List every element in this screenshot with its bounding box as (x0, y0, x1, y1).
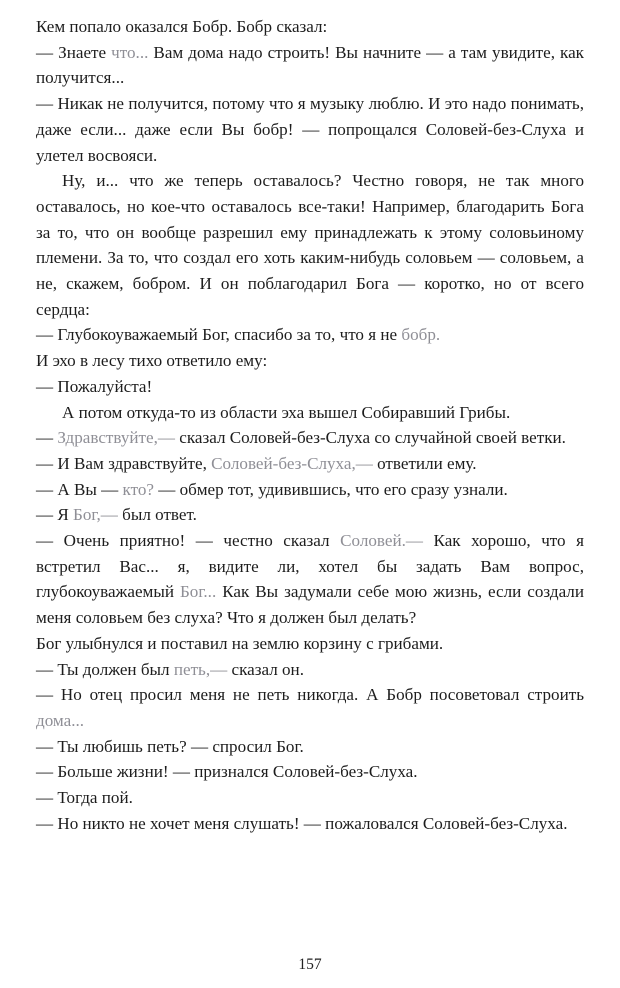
paragraph (36, 348, 584, 374)
text-run: А потом откуда-то из области эха вышел Собиравший Грибы. (62, 402, 511, 422)
highlighted-phrase: Соловей.— (340, 531, 423, 551)
paragraph (36, 734, 584, 760)
highlighted-phrase: Бог,— (73, 505, 118, 525)
text-run: Кем попало оказался Бобр. Бобр сказал: (36, 17, 328, 36)
text-run: — Ты любишь петь? — спросил Бог. (36, 736, 304, 756)
paragraph (36, 91, 584, 168)
text-run: — И Вам здравствуйте, (36, 453, 212, 473)
paragraph (36, 785, 584, 811)
paragraph (36, 631, 584, 657)
text-run: Как Вы задумали себе мою жизнь, если создали меня соловьем без слуха? Что я должен был делать? (36, 582, 584, 628)
text-run: — Больше жизни! — признался Соловей-без-Слуха. (36, 762, 418, 782)
highlighted-phrase: бобр. (401, 325, 441, 345)
text-run: Бог улыбнулся и поставил на землю корзину с грибами. (36, 633, 444, 653)
text-run: — обмер тот, удивившись, что его сразу узнали. (153, 479, 508, 499)
text-run: сказал Соловей-без-Слуха со случайной своей ветки. (174, 428, 566, 448)
text-run: — Тогда пой. (36, 788, 133, 808)
paragraph (36, 502, 584, 528)
text-run: Ну, и... что же теперь оставалось? Честно говоря, не так много оставалось, но кое-что оставалось все-таки! Например, благодарить Бога за то, что он вообще разрешил ему принадлежать к этому соловьиному племени. За то, что создал его хоть каким-нибудь соловьем — соловьем, а не, скажем, бобром. И он поблагодарил Бога — коротко, но от всего сердца: (36, 171, 584, 319)
highlighted-phrase: дома... (36, 710, 85, 730)
text-run: — Никак не получится, потому что я музыку люблю. И это надо понимать, даже если... даже если Вы бобр! — попрощался Соловей-без-Слуха и улетел восвояси. (36, 94, 584, 165)
text-run: Как хорошо, что я встретил Вас... я, видите ли, хотел бы задать Вам вопрос, глубокоуважаемый (36, 531, 585, 602)
text-run: — (36, 428, 58, 448)
paragraph (36, 682, 584, 733)
text-run: И эхо в лесу тихо ответило ему: (36, 351, 268, 371)
highlighted-phrase: Бог... (179, 582, 217, 602)
text-run: был ответ. (117, 505, 197, 525)
paragraph (36, 322, 584, 348)
text-run: Вам дома надо строить! Вы начните — а там увидите, как получится... (36, 42, 584, 88)
highlighted-phrase: петь,— (173, 659, 228, 679)
text-run: — Пожалуйста! (36, 376, 153, 396)
paragraph (36, 657, 584, 683)
highlighted-phrase: Здравствуйте,— (57, 428, 175, 448)
text-run: — Но никто не хочет меня слушать! — пожаловался Соловей-без-Слуха. (36, 813, 568, 833)
text-run: ответили ему. (372, 453, 477, 473)
text-run: — Но отец просил меня не петь никогда. А Бобр посоветовал строить (36, 685, 584, 705)
paragraph (36, 168, 584, 322)
text-run: — Глубокоуважаемый Бог, спасибо за то, что я не (36, 325, 402, 345)
paragraph (36, 759, 584, 785)
paragraph (36, 811, 584, 837)
paragraph (36, 425, 584, 451)
text-run: — Ты должен был (36, 659, 174, 679)
paragraph (36, 374, 584, 400)
paragraph (36, 451, 584, 477)
text-run: сказал он. (227, 659, 304, 679)
page-text-body (36, 14, 584, 837)
paragraph (36, 477, 584, 503)
text-run: — Очень приятно! — честно сказал (36, 531, 341, 551)
paragraph (36, 14, 584, 40)
highlighted-phrase: Соловей-без-Слуха,— (211, 453, 373, 473)
paragraph (36, 528, 584, 631)
page-number: 157 (298, 956, 322, 973)
highlighted-phrase: что... (111, 42, 149, 62)
text-run: — А Вы — (36, 479, 123, 499)
text-run: — Знаете (36, 42, 112, 62)
highlighted-phrase: кто? (122, 479, 154, 499)
paragraph (36, 40, 584, 91)
paragraph (36, 400, 584, 426)
text-run: — Я (36, 505, 74, 525)
